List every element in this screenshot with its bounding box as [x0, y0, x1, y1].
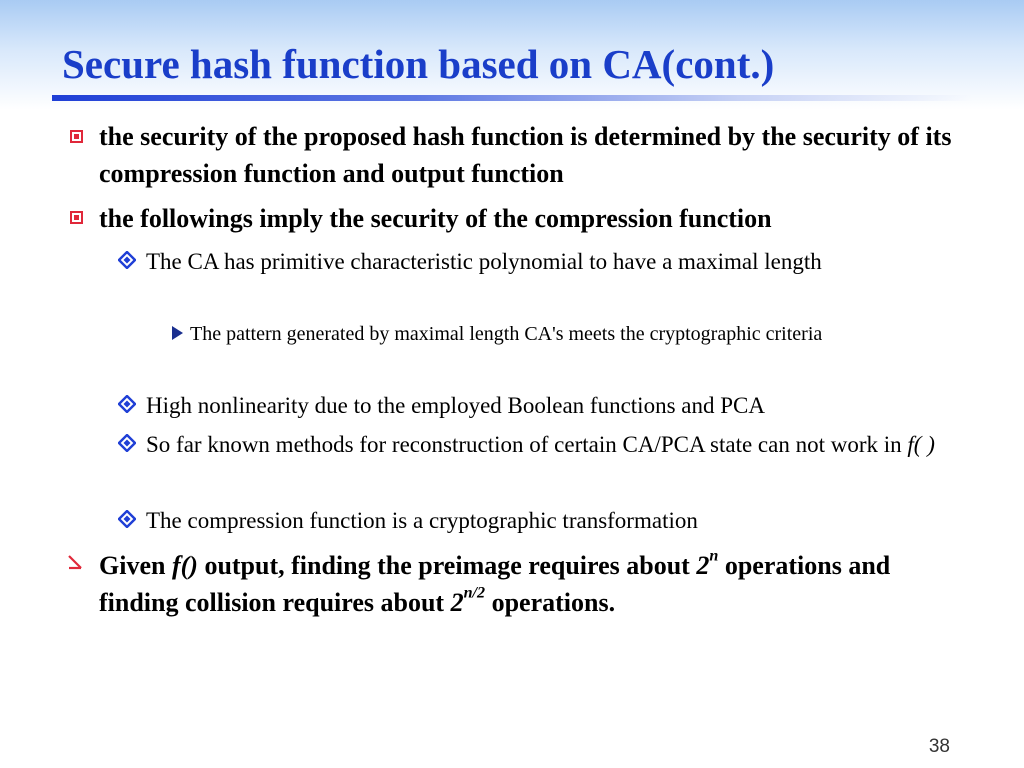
operations-text: operations.: [485, 588, 616, 617]
bullet-security-proposed: the security of the proposed hash function is determined by the security of its compression function and output function: [99, 122, 952, 188]
bullet-followings-imply: the followings imply the security of the compression function: [99, 204, 772, 233]
title-underline: [52, 95, 972, 101]
slide-title: Secure hash function based on CA(cont.): [62, 41, 775, 87]
sub-bullet-primitive-polynomial: The CA has primitive characteristic polynomial to have a maximal length: [146, 249, 822, 274]
preimage-complexity-base: 2: [696, 551, 710, 580]
diamond-bullet-icon: [118, 395, 136, 413]
sub-bullet-compression-transformation: The compression function is a cryptographic transformation: [146, 508, 698, 533]
preimage-complexity-exponent: n: [709, 547, 719, 565]
collision-complexity-exponent: n/2: [463, 584, 486, 602]
collision-text: operations and finding collision requires about: [99, 551, 891, 617]
collision-complexity-base: 2: [450, 588, 464, 617]
bullet-preimage-collision: [99, 547, 959, 621]
preimage-text: output, finding the preimage requires about: [197, 551, 697, 580]
square-bullet-icon: [70, 130, 83, 143]
diamond-bullet-icon: [118, 251, 136, 269]
given-text: Given: [99, 551, 172, 580]
diamond-bullet-icon: [118, 434, 136, 452]
function-f-italic: f(): [171, 551, 198, 580]
square-bullet-icon: [70, 211, 83, 224]
page-number: 38: [928, 736, 950, 757]
sub-bullet-reconstruction-methods: [146, 428, 946, 462]
reconstruction-text: So far known methods for reconstruction of certain CA/PCA state can not work in: [146, 432, 908, 457]
triangle-bullet-icon: [171, 326, 183, 340]
sub-bullet-nonlinearity: High nonlinearity due to the employed Boolean functions and PCA: [146, 393, 765, 418]
check-arrow-bullet-icon: [66, 553, 84, 571]
sub-sub-bullet-pattern: The pattern generated by maximal length CA's meets the cryptographic criteria: [190, 323, 823, 345]
function-f-italic: f( ): [907, 432, 935, 457]
diamond-bullet-icon: [118, 510, 136, 528]
